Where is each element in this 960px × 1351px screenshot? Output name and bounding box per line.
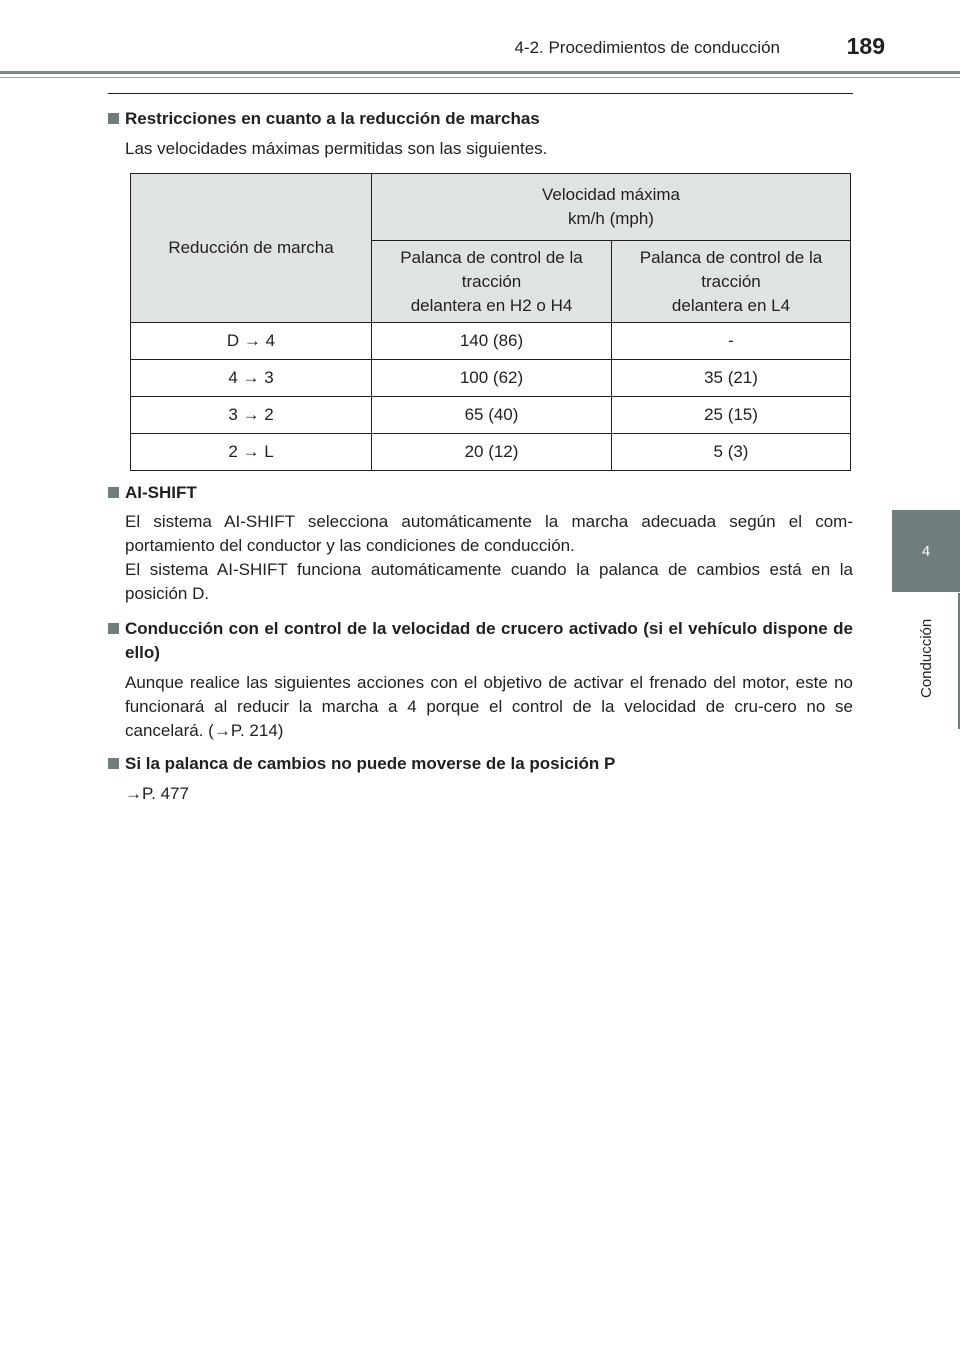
cell-shift: 3 → 2 bbox=[131, 397, 372, 434]
section-body: El sistema AI-SHIFT funciona automáticamente cuando la palanca de cambios está en la posición D. bbox=[125, 560, 853, 603]
cell-shift: D → 4 bbox=[131, 323, 372, 360]
section-downshift-restrictions bbox=[108, 107, 853, 161]
section-body: El sistema AI-SHIFT selecciona automáticamente la marcha adecuada según el com-portamiento del conductor y las condiciones de conducción. bbox=[125, 512, 853, 555]
cell-l4: 35 (21) bbox=[612, 360, 851, 397]
header-line: Palanca de control de la bbox=[639, 247, 823, 267]
page-number: 189 bbox=[846, 33, 885, 59]
section-ai-shift bbox=[108, 481, 853, 606]
section-body: Las velocidades máximas permitidas son las siguientes. bbox=[125, 139, 548, 158]
header-line: delantera en H2 o H4 bbox=[410, 295, 573, 315]
table-row bbox=[131, 434, 851, 471]
section-body: →P. 477 bbox=[125, 784, 189, 803]
table-row bbox=[131, 397, 851, 434]
cell-l4: 25 (15) bbox=[612, 397, 851, 434]
col-header-shift: Reducción de marcha bbox=[131, 174, 372, 323]
section-title bbox=[108, 752, 853, 776]
group-header-max-speed bbox=[372, 174, 851, 241]
col-header-h2-h4 bbox=[372, 241, 612, 323]
header-section-title: 4-2. Procedimientos de conducción bbox=[514, 38, 780, 57]
square-bullet-icon bbox=[108, 487, 119, 498]
group-header-line: km/h (mph) bbox=[568, 209, 654, 228]
header-line: Palanca de control de la bbox=[400, 247, 583, 267]
cell-shift: 2 → L bbox=[131, 434, 372, 471]
header-line: tracción bbox=[701, 271, 761, 291]
section-title-text: Restricciones en cuanto a la reducción de marchas bbox=[125, 109, 540, 128]
section-title-text: AI-SHIFT bbox=[125, 483, 197, 502]
cell-h2h4: 100 (62) bbox=[372, 360, 612, 397]
header-line: tracción bbox=[461, 271, 522, 291]
max-speed-table bbox=[130, 173, 851, 471]
section-body: Aunque realice las siguientes acciones con el objetivo de activar el frenado del motor, este no funcionará al reducir la marcha a 4 porque el control de la velocidad de cru-cero no se cancelará. (→P. 214) bbox=[125, 673, 853, 740]
cell-h2h4: 65 (40) bbox=[372, 397, 612, 434]
cell-h2h4: 20 (12) bbox=[372, 434, 612, 471]
cell-l4: - bbox=[612, 323, 851, 360]
section-title-text: Si la palanca de cambios no puede moverse de la posición P bbox=[125, 754, 616, 773]
section-cruise-control bbox=[108, 617, 853, 743]
chapter-tab bbox=[892, 510, 960, 592]
section-title bbox=[108, 617, 853, 665]
table-row bbox=[131, 360, 851, 397]
cell-shift: 4 → 3 bbox=[131, 360, 372, 397]
header-rule-thin bbox=[0, 77, 960, 78]
section-shift-lever-p bbox=[108, 752, 853, 806]
header-rule bbox=[0, 71, 960, 74]
cell-h2h4: 140 (86) bbox=[372, 323, 612, 360]
content-top-rule bbox=[108, 93, 853, 94]
section-title bbox=[108, 481, 853, 505]
section-title bbox=[108, 107, 853, 131]
square-bullet-icon bbox=[108, 758, 119, 769]
chapter-number: 4 bbox=[921, 542, 931, 560]
group-header-line: Velocidad máxima bbox=[542, 185, 680, 204]
header-line: delantera en L4 bbox=[671, 295, 791, 315]
chapter-label: Conducción bbox=[918, 618, 935, 698]
cell-l4: 5 (3) bbox=[612, 434, 851, 471]
square-bullet-icon bbox=[108, 623, 119, 634]
section-title-text: Conducción con el control de la velocidad de crucero activado (si el vehículo dispone de ello) bbox=[125, 619, 853, 662]
square-bullet-icon bbox=[108, 113, 119, 124]
table-row bbox=[131, 323, 851, 360]
col-header-l4 bbox=[612, 241, 851, 323]
